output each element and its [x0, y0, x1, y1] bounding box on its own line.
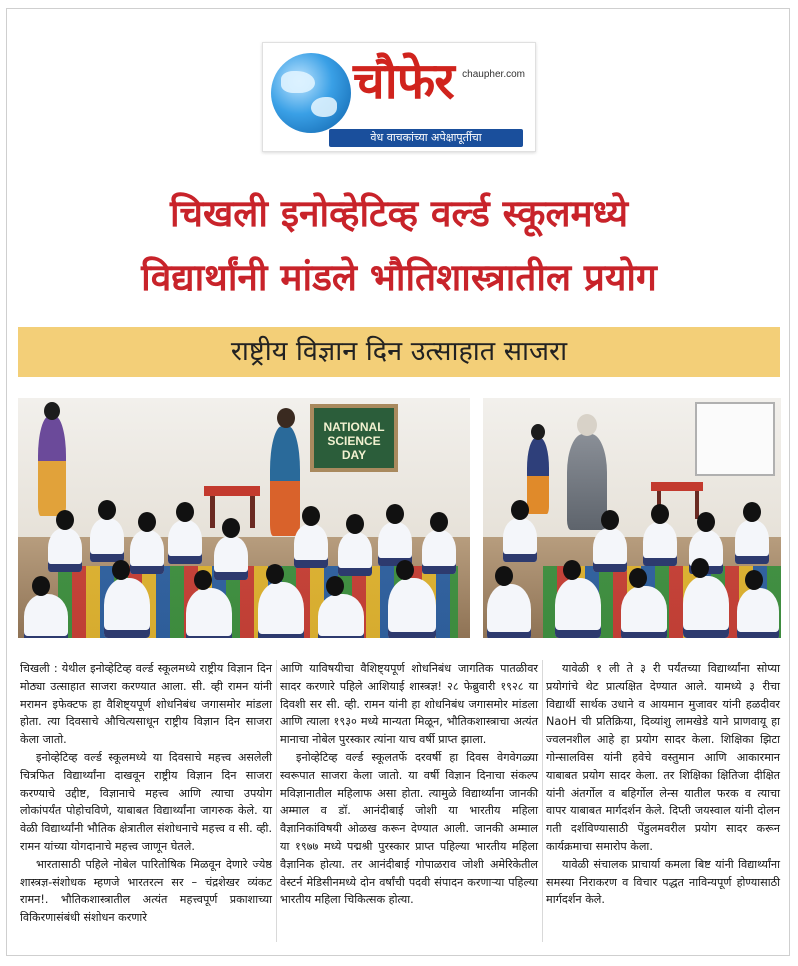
teacher-figure-2 — [527, 438, 549, 514]
classroom-photo-1 — [18, 398, 470, 638]
masthead-title: चौफेर — [353, 51, 454, 110]
paragraph: चिखली : येथील इनोव्हेटिव्ह वर्ल्ड स्कूलमध्ये राष्ट्रीय विज्ञान दिन मोठ्या उत्साहात साजरा करण्यात आला. सी. व्ही रामन यांनी मरामन इफेक्टफ हा वैशिष्ट्यपूर्ण शोधनिबंध जगासमोर मांडला होता. त्या दिवसाचे औचित्यसाधून राष्ट्रीय विज्ञान दिन साजरा केला जातो. — [20, 662, 272, 747]
paragraph: आणि याविषयीचा वैशिष्ट्यपूर्ण शोधनिबंध जागतिक पातळीवर सादर करणारे पहिले आशियाई शास्त्रज्ञ! २८ फेब्रुवारी १९२८ या दिवशी सर सी. व्ही. रामन यांनी हा शोधनिबंध जगासमोर मांडला आणि त्याला १९३० मध्ये मान्यता मिळून, भौतिकशास्त्राचा अत्यंत मानाचा नोबेल पुरस्कार त्यांना याच वर्षी प्राप्त झाला. — [280, 662, 538, 747]
globe-icon — [271, 53, 351, 133]
article-column-1 — [20, 660, 272, 927]
masthead-url: chaupher.com — [462, 69, 525, 80]
experiment-table — [204, 486, 260, 496]
experiment-table-2 — [651, 482, 703, 491]
headline-line-2: विद्यार्थांनी मांडले भौतिशास्त्रातील प्रयोग — [141, 256, 657, 299]
article-column-2 — [280, 660, 538, 909]
paragraph: इनोव्हेटिव्ह वर्ल्ड स्कूलमध्ये या दिवसाचे महत्त्व असलेली चित्रफित विद्यार्थ्यांना दाखवून राष्ट्रीय विज्ञान दिन साजरा करण्याचे उद्दीष्ट, विज्ञानाचे महत्त्व आणि त्याचा उपयोग लोकांपर्यंत पोहोचविणे, याबाबत विद्यार्थ्यांना जागरुक केले. या वेळी विद्यार्थ्यांनी भौतिक क्षेत्रातील संशोधनाचे महत्त्व व सी. व्ही. रामन यांच्या योगदानाचे महत्त्व जाणून घेतले. — [20, 750, 272, 853]
standing-woman-figure — [38, 416, 66, 516]
chalkboard — [310, 404, 398, 472]
chalkboard-text: NATIONAL SCIENCE DAY — [323, 420, 385, 462]
paragraph: भारतासाठी पहिले नोबेल पारितोषिक मिळवून देणारे ज्येष्ठ शास्त्रज्ञ-संशोधक म्हणजे भारतरत्न सर – चंद्रशेखर व्यंकट रामन!. भौतिकशास्त्रातील अत्यंत महत्त्वपूर्ण प्रकाशाच्या विकिरणासंबंधी संशोधन करणारे — [20, 857, 272, 925]
article-column-3 — [546, 660, 780, 909]
masthead-logo — [262, 42, 536, 152]
paragraph: यावेळी १ ली ते ३ री पर्यंतच्या विद्यार्थ्यांना सोप्या प्रयोगांचे थेट प्रात्यक्षित देण्यात आले. यामध्ये ३ रीचा विद्यार्थी सार्थक उधाने व आयमान मुजावर यांनी हळदीवर NaoH ची प्रतिक्रिया, दिव्यांशु लामखेडे याने प्राणवायू हा ज्वलनशील आहे हा प्रयोग सादर केला. शिक्षिका झिटा गोन्सालविस यांनी हवेचे वस्तुमान आणि आकारमान याबाबत प्रयोग सादर केला. तर शिक्षिका क्षितिजा दीक्षित यांनी अंतर्गोल व बहिर्गोल लेन्स यातील फरक व त्याचा वापर याबाबत मार्गदर्शन केले. दिप्ती जयस्वाल यांनी दोलन गती दर्शविण्यासाठी पेंडुलमवरील प्रयोग सादर करून कार्यक्रमाचा समारोप केला. — [546, 662, 780, 853]
headline-line-1: चिखली इनोव्हेटिव्ह वर्ल्ड स्कूलमध्ये — [169, 192, 629, 235]
paragraph: इनोव्हेटिव्ह वर्ल्ड स्कूलतर्फे दरवर्षी हा दिवस वेगवेगळ्या स्वरूपात साजरा केला जातो. या वर्षी विज्ञान दिनाचा संकल्प मविज्ञानातील महिलाफ असा होता. त्यामुळे विद्यार्थ्यांना जानकी अम्माल व डॉ. आनंदीबाई जोशी या भारतीय महिला वैज्ञानिकांविषयी ओळख करून देण्यात आली. जानकी अम्माल या १९७७ मध्ये पद्मश्री पुरस्कार प्राप्त पहिल्या भारतीय महिला वैज्ञानिक होत्या. तर आनंदीबाई गोपाळराव जोशी अमेरिकेतील वेस्टर्न मेडिसीनमध्ये दोन वर्षांची पदवी संपादन करणार्‍या पहिल्या भारतीय महिला चिकित्सक होत्या. — [280, 750, 538, 907]
masthead-tagline: वेध वाचकांच्या अपेक्षापूर्तीचा — [329, 129, 523, 147]
column-divider — [542, 660, 543, 942]
teacher-figure — [270, 426, 300, 536]
column-divider — [276, 660, 277, 942]
paragraph: यावेळी संचालक प्राचार्या कमला बिष्ट यांनी विद्यार्थ्यांना समस्या निराकरण व विचार पद्धत नाविन्यपूर्ण होण्यासाठी मार्गदर्शन केले. — [546, 857, 780, 907]
classroom-photo-2 — [483, 398, 781, 638]
subheadline: राष्ट्रीय विज्ञान दिन उत्साहात साजरा — [230, 336, 568, 367]
whiteboard — [695, 402, 775, 476]
